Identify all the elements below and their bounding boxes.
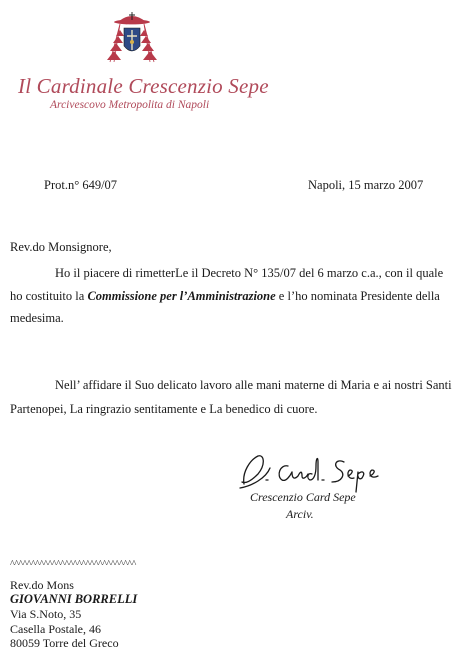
shield-icon: [124, 28, 140, 51]
signature-role: Arciv.: [286, 507, 314, 521]
letterhead-title: Arcivescovo Metropolita di Napoli: [50, 99, 210, 111]
separator-line: ^^^^^^^^^^^^^^^^^^^^^^^^^^^^^^: [10, 559, 136, 570]
cardinal-coat-of-arms: [100, 8, 164, 72]
commission-name: Commissione per l’Amministrazione: [87, 288, 276, 303]
recipient-city: 80059 Torre del Greco: [10, 636, 119, 650]
handwritten-signature: [236, 446, 386, 496]
recipient-name: GIOVANNI BORRELLI: [10, 592, 138, 606]
body-paragraph-2: Nell’ affidare il Suo delicato lavoro alle mani materne di Maria e ai nostri Santi Partenopei, La ringrazio sentitamente e La benedico di cuore.: [10, 378, 452, 416]
paragraph-1-text-start: Ho il piacere di rimetterLe il Decreto N° 135/07 del 6 marzo c.a., con il quale ho costituito la: [10, 266, 444, 303]
paragraph-1-text-end: e l’ho nominata Presidente della medesima.: [10, 288, 440, 325]
protocol-number: Prot.n° 649/07: [44, 178, 118, 192]
signature-name: Crescenzio Card Sepe: [250, 490, 356, 504]
recipient-title: Rev.do Mons: [10, 578, 74, 592]
body-paragraph-1: [10, 262, 458, 330]
recipient-street: Via S.Noto, 35: [10, 607, 82, 621]
letterhead-name: Il Cardinale Crescenzio Sepe: [18, 74, 269, 98]
recipient-po-box: Casella Postale, 46: [10, 622, 101, 636]
date-line: Napoli, 15 marzo 2007: [308, 178, 424, 192]
salutation: Rev.do Monsignore,: [10, 240, 112, 254]
